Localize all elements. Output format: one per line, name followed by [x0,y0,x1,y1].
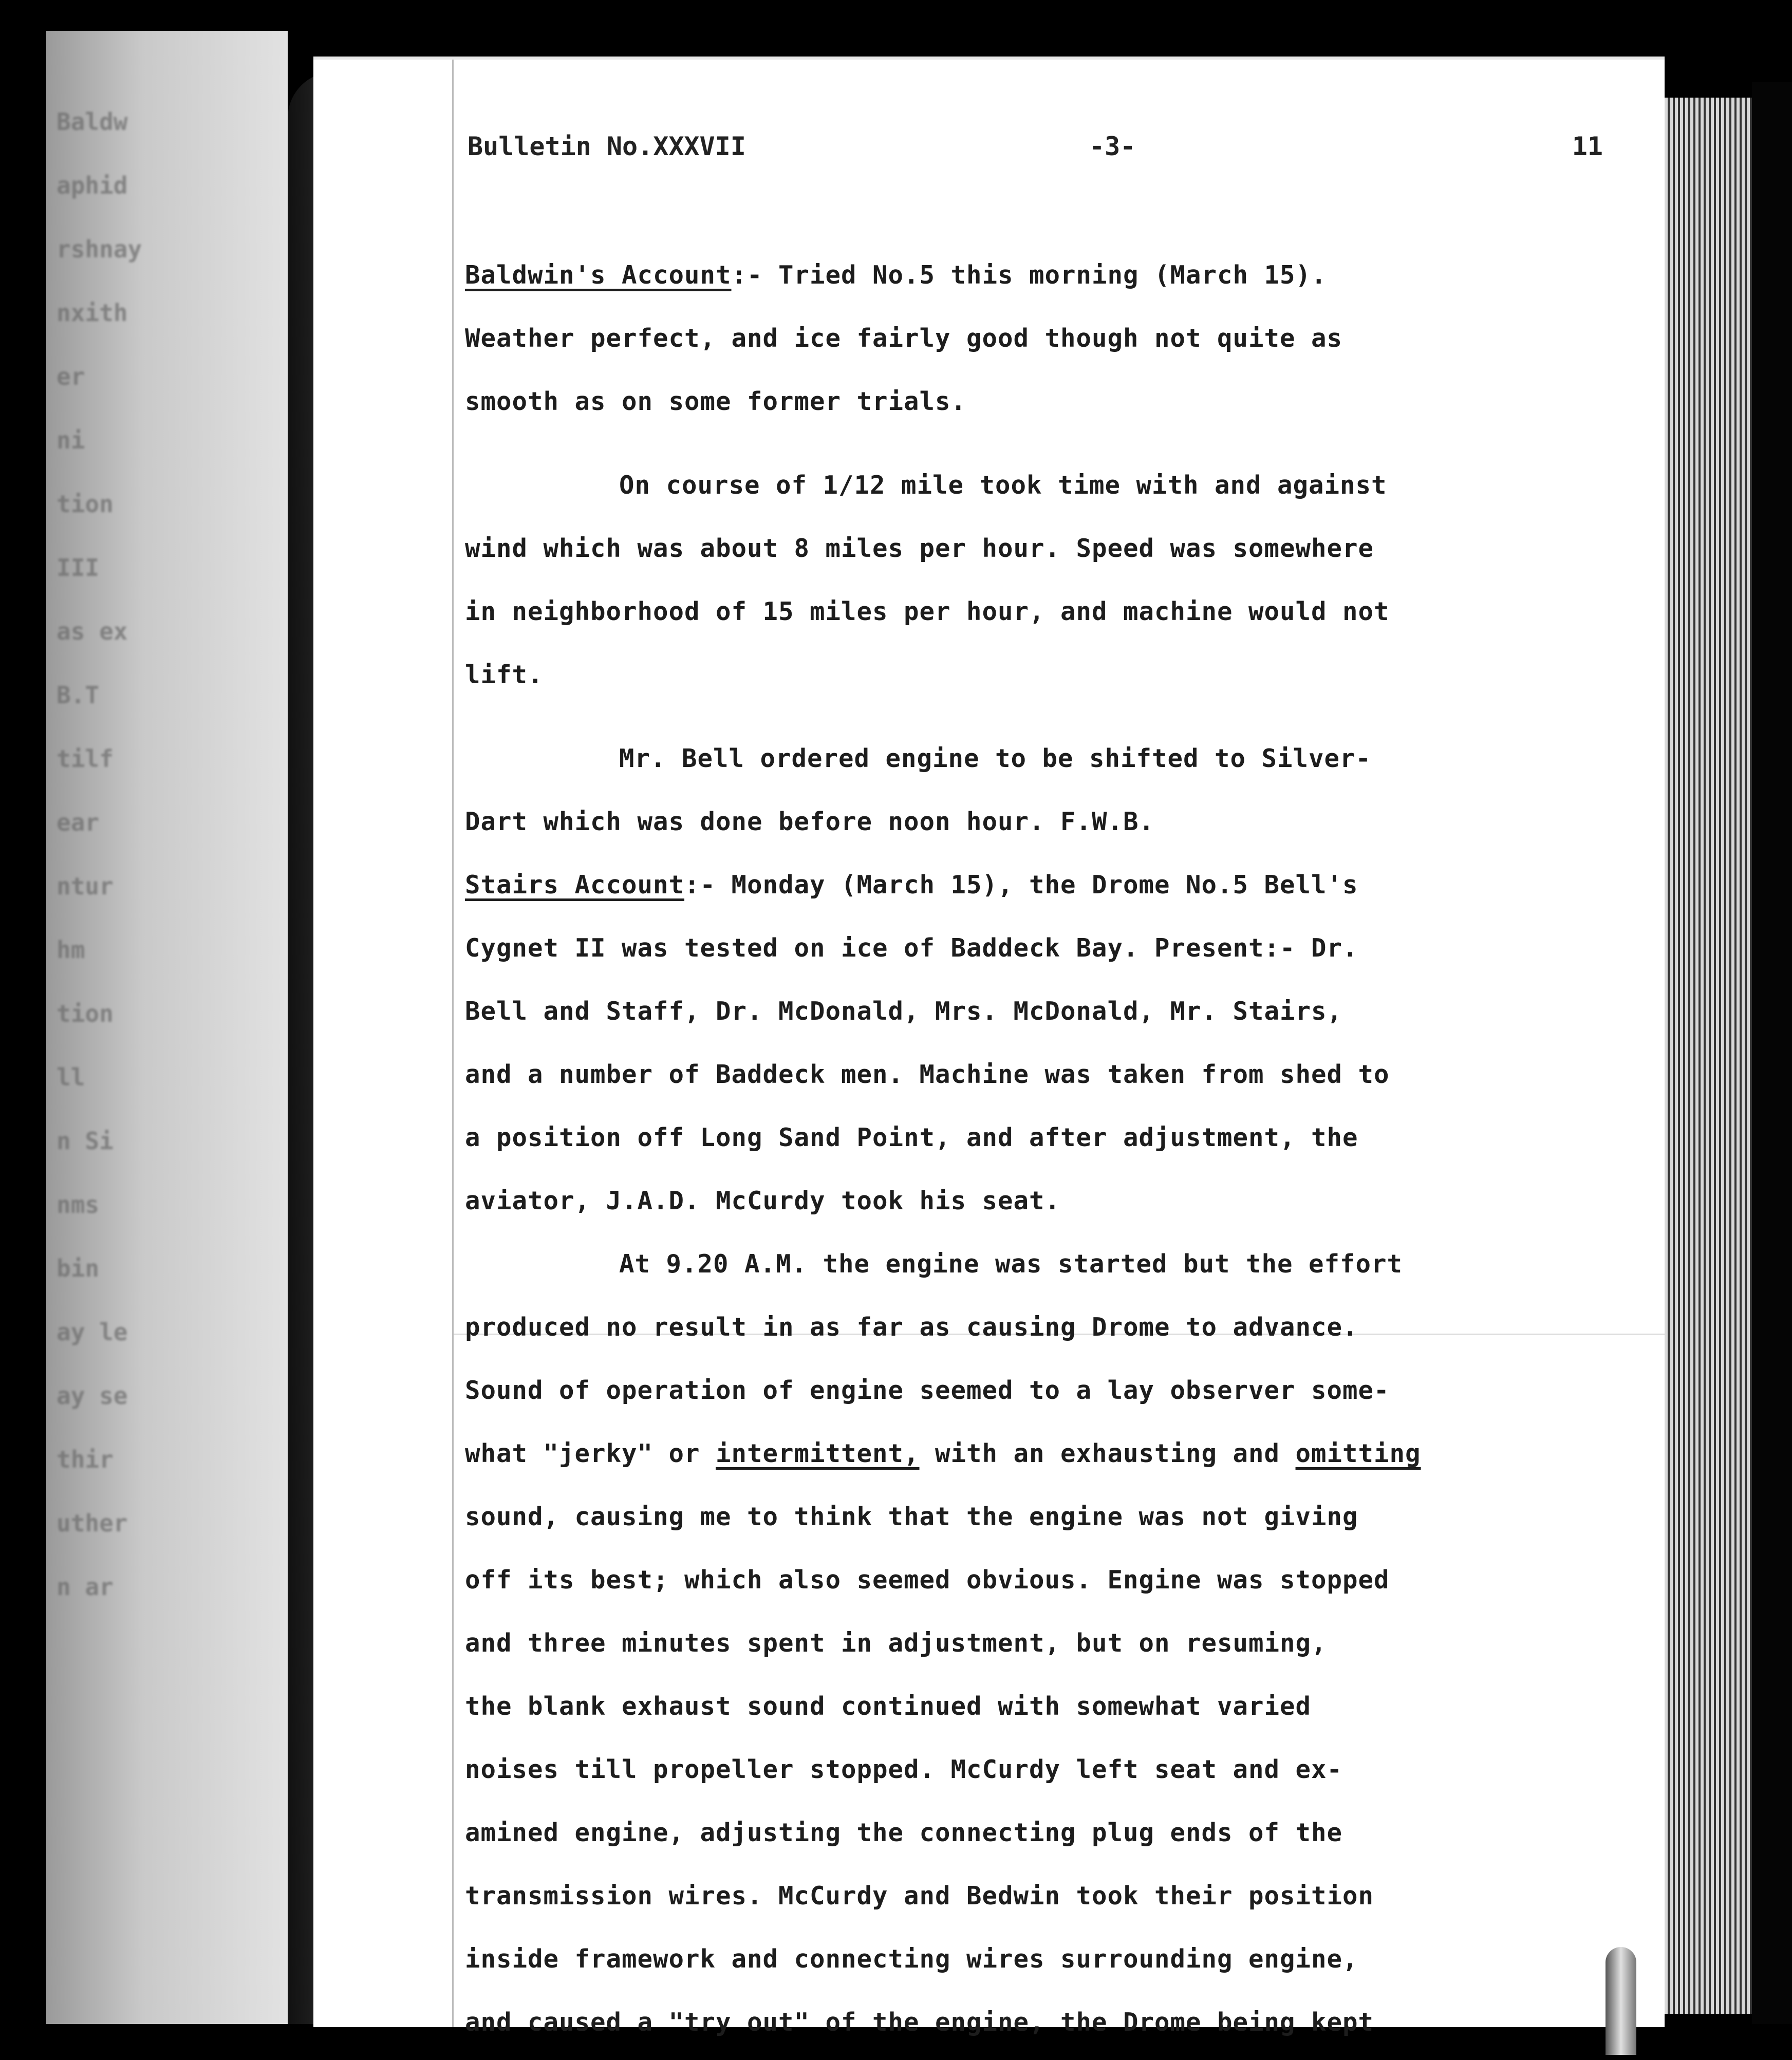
ghost-text: B.T [57,681,100,709]
left-facing-page [46,31,288,2024]
ghost-text: ntur [57,872,114,900]
ghost-text: ay se [57,1382,128,1410]
text-line: in neighborhood of 15 miles per hour, and machine would not [465,597,1390,626]
page-edges [1665,98,1752,2014]
text-line: aviator, J.A.D. McCurdy took his seat. [465,1186,1061,1215]
margin-rule [452,60,454,2027]
underlined-word: intermittent, [716,1439,920,1468]
text-line: Sound of operation of engine seemed to a lay observer some- [465,1376,1390,1405]
page-header [468,132,1603,173]
ghost-text: nxith [57,299,128,327]
text-line: the blank exhaust sound continued with somewhat varied [465,1692,1312,1721]
text-line: noises till propeller stopped. McCurdy left seat and ex- [465,1755,1343,1784]
text-run: :- Tried No.5 this morning (March 15). [731,260,1327,290]
text-line: On course of 1/12 mile took time with and against [619,471,1387,500]
text-line: Dart which was done before noon hour. F.W.B. [465,807,1155,836]
text-line: produced no result in as far as causing Drome to advance. [465,1313,1358,1342]
underlined-word: omitting [1295,1439,1421,1468]
ghost-text: hm [57,936,85,964]
ghost-text: er [57,363,85,390]
text-line [465,859,1554,923]
text-line: inside framework and connecting wires surrounding engine, [465,1944,1358,1974]
ghost-text: ll [57,1063,85,1091]
ghost-text: Baldw [57,108,128,136]
ghost-text: aphid [57,172,128,199]
typed-body [465,250,1554,2060]
page-edges-shadow [1752,82,1792,2024]
text-line: At 9.20 A.M. the engine was started but the effort [619,1249,1403,1279]
text-line: amined engine, adjusting the connecting plug ends of the [465,1818,1343,1847]
text-line: and three minutes spent in adjustment, but on resuming, [465,1628,1327,1658]
bulletin-title: Bulletin No.XXXVII [468,132,746,161]
ghost-text: ear [57,809,100,836]
text-line: a position off Long Sand Point, and after adjustment, the [465,1123,1358,1152]
ghost-text: tilf [57,745,114,773]
text-line: and a number of Baddeck men. Machine was taken from shed to [465,1060,1390,1089]
text-line: Mr. Bell ordered engine to be shifted to Silver- [619,744,1372,773]
text-line: Bell and Staff, Dr. McDonald, Mrs. McDonald, Mr. Stairs, [465,997,1343,1026]
ghost-text: ni [57,426,85,454]
text-line [465,250,1554,313]
text-line: Weather perfect, and ice fairly good though not quite as [465,324,1343,353]
ghost-text: as ex [57,617,128,645]
ghost-text: rshnay [57,235,142,263]
text-line: smooth as on some former trials. [465,387,967,416]
text-run: what "jerky" or [465,1439,716,1468]
text-line: sound, causing me to think that the engine was not giving [465,1502,1358,1531]
pen-tip [1606,1947,1636,2055]
text-line: off its best; which also seemed obvious. Engine was stopped [465,1565,1390,1595]
page-mark: -3- [1089,132,1136,161]
text-line: and caused a "try out" of the engine, the Drome being kept [465,2008,1374,2037]
text-run: with an exhausting and [919,1439,1296,1468]
text-run: :- Monday (March 15), the Drome No.5 Bell's [684,870,1358,900]
stairs-heading: Stairs Account [465,870,685,900]
document-page [313,57,1665,2037]
text-line: transmission wires. McCurdy and Bedwin took their position [465,1881,1374,1911]
ghost-text: tion [57,490,114,518]
text-line: wind which was about 8 miles per hour. Speed was somewhere [465,534,1374,563]
ghost-text: III [57,554,100,582]
ghost-text: tion [57,1000,114,1027]
ghost-text: ay le [57,1318,128,1346]
ghost-text: n Si [57,1127,114,1155]
baldwin-heading: Baldwin's Account [465,260,732,290]
text-line [465,1428,1554,1491]
text-line: Cygnet II was tested on ice of Baddeck Bay. Present:- Dr. [465,933,1358,963]
ghost-text: thir [57,1446,114,1473]
ghost-text: uther [57,1509,128,1537]
ghost-text: nms [57,1191,100,1219]
page-number: 11 [1572,132,1603,161]
ghost-text: bin [57,1254,100,1282]
text-line: lift. [465,660,544,689]
ghost-text: n ar [57,1573,114,1601]
